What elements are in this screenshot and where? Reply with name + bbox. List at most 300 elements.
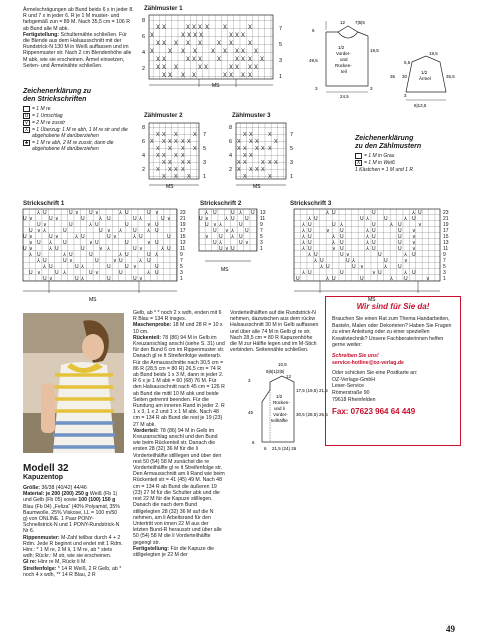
svg-text:X: X [248,41,253,47]
svg-text:U: U [167,246,171,252]
zm1-row-label: 2 [142,66,146,72]
svg-text:U: U [75,264,79,270]
svg-text:∨: ∨ [37,270,41,276]
sch3-title: Strickschrift 3 [290,200,332,207]
svg-text:X: X [187,139,191,145]
svg-text:X: X [162,25,167,31]
svg-text:X: X [193,49,198,55]
svg-text:U: U [147,210,151,216]
svg-text:U: U [155,228,159,234]
svg-text:X: X [248,25,253,31]
svg-text:∨: ∨ [404,258,408,264]
svg-text:∨: ∨ [360,264,364,270]
svg-text:U: U [55,246,59,252]
svg-text:U: U [245,216,249,222]
sch3-side-right: 17,5 (19,5) 21,5 [296,388,328,393]
sch1-row-label: 23 [180,210,186,216]
svg-text:∨: ∨ [37,228,41,234]
sch1-label: teil [341,69,347,74]
zm2-grid [141,121,216,196]
service-address: OZ-Verlags-GmbH Leser-Service Römerstraße 90 79618 Rheinfelden [332,376,376,403]
zm1-title: Zählmuster 1 [144,5,183,12]
sch2-row-label: 1 [260,246,263,252]
svg-text:X: X [243,153,247,159]
svg-text:X: X [268,132,272,138]
svg-text:X: X [255,167,259,173]
svg-text:X: X [162,73,167,79]
svg-text:U: U [352,264,356,270]
zm2-row-label: 8 [142,125,146,131]
svg-text:U: U [372,210,376,216]
svg-text:U: U [332,210,336,216]
model-photo-image [23,313,124,453]
sch2-row-label: 9 [260,222,263,228]
svg-text:X: X [260,57,265,63]
svg-text:X: X [174,41,179,47]
sch3-bottom: 21,5 (24) 26 [272,446,297,451]
service-email-link[interactable]: service-hotline@oz-verlag.de [332,359,404,366]
svg-text:X: X [174,153,178,159]
sch3-row-label: 23 [443,210,449,216]
service-title: Wir sind für Sie da! [356,302,430,311]
svg-text:X: X [193,132,197,138]
svg-text:⅄: ⅄ [320,264,324,270]
sch1-label: Rücken- [335,63,352,68]
instructions-right: Vorderteilhälften auf die Rundstrick-N nehmen, dazwischen aus dem rückw Halsausschnitt 30 M in Gelb auffassen und über alle 74 M in Gelb gl re str. Nach 28,5 cm = 80 R Kapuzenhöhe die M zur Hälfte legen und im M-Stich verbinden. Seitennähte schließen. [230,310,319,354]
legend-symbol: ⅄ [24,127,29,133]
zm2-ms: MS [166,184,174,190]
svg-text:X: X [174,65,179,71]
svg-text:U: U [63,258,67,264]
legend-symbol: ♣ [24,140,29,146]
svg-text:X: X [243,160,247,166]
sch2-left: 36 [390,74,396,79]
svg-text:U: U [43,276,47,282]
svg-text:X: X [217,57,222,63]
zm1-row-label: 8 [142,18,146,24]
svg-text:X: X [162,65,167,71]
svg-text:U: U [125,222,129,228]
svg-text:X: X [223,25,228,31]
svg-text:U: U [340,252,344,258]
svg-text:X: X [181,49,186,55]
svg-text:X: X [254,49,259,55]
svg-text:∨: ∨ [346,252,350,258]
svg-text:∨: ∨ [113,234,117,240]
svg-text:U: U [231,210,235,216]
svg-text:∨: ∨ [55,216,59,222]
svg-text:X: X [156,146,160,152]
svg-text:⅄: ⅄ [99,216,103,222]
svg-text:⅄: ⅄ [43,228,47,234]
svg-text:U: U [37,240,41,246]
sch1-row-label: 5 [180,264,183,270]
svg-text:U: U [308,234,312,240]
svg-text:X: X [174,174,178,180]
sch3-left: 45 [248,410,254,415]
svg-text:⅄: ⅄ [49,246,53,252]
svg-text:⅄: ⅄ [326,276,330,282]
intro-text-block [23,7,135,69]
sch2-label: Ärmel [419,76,431,81]
svg-text:U: U [99,228,103,234]
zm1-row-label: 6 [142,34,146,40]
zm1-ms: MS [212,83,220,89]
svg-text:X: X [249,167,253,173]
svg-text:X: X [255,146,259,152]
svg-text:⅄: ⅄ [366,228,370,234]
svg-text:X: X [223,49,228,55]
zm2-row-label: 7 [203,132,207,138]
svg-text:U: U [95,240,99,246]
zm-key-legend [355,153,465,174]
svg-text:U: U [314,252,318,258]
svg-text:⅄: ⅄ [75,234,79,240]
svg-text:U: U [231,246,235,252]
svg-text:⅄: ⅄ [147,270,151,276]
svg-text:X: X [192,73,197,79]
svg-text:U: U [372,246,376,252]
zm-key-title: Zeichenerklärung zu den Zählmustern [355,135,422,150]
svg-text:X: X [204,65,209,71]
svg-text:U: U [125,252,129,258]
sch2-row-label: 11 [260,216,266,222]
svg-text:U: U [63,228,67,234]
svg-text:U: U [81,216,85,222]
intro-text: Ärmelschrägungen ab Bund beids 6 x in jeder 8. R und 7 x in jeder 6. R je 1 M muster- und farbgemäß zun = 89 M. Nach 35,5 cm = 106 R ab Bund alle M abk. [23,7,134,32]
svg-text:X: X [181,139,185,145]
svg-text:U: U [133,216,137,222]
zm1-row-label: 3 [279,58,283,64]
sch2-title: Strickschrift 2 [200,200,242,207]
svg-text:X: X [229,65,234,71]
svg-text:∨: ∨ [29,234,33,240]
sch1-side: 49,5 [309,58,318,63]
sch1-ms-mark: 3 [315,86,318,91]
svg-text:U: U [75,276,79,282]
sch2-mid: 30 [402,74,408,79]
svg-text:∨: ∨ [225,246,229,252]
svg-text:U: U [231,216,235,222]
svg-text:X: X [241,73,246,79]
model-photo [23,313,124,453]
svg-text:U: U [219,246,223,252]
svg-text:⅄: ⅄ [89,222,93,228]
sch1-top: 12 [340,20,346,25]
svg-text:∨: ∨ [225,228,229,234]
svg-text:U: U [167,234,171,240]
svg-text:X: X [193,33,198,39]
sch3-label: 1/2 [276,394,283,399]
legend-item: ∨ = 2 M re zusstr [24,120,66,126]
svg-text:U: U [69,252,73,258]
svg-text:U: U [49,234,53,240]
zm-key-item: 1 Kästchen = 1 M und 1 R [355,167,413,173]
svg-text:∨: ∨ [107,228,111,234]
legend-symbol: ∨ [24,120,29,126]
svg-text:U: U [418,210,422,216]
svg-text:X: X [174,167,178,173]
zm2-row-label: 6 [142,139,146,145]
zm-key-symbol: X [356,160,361,166]
zm-key-item: = 1 M in Grau [355,153,465,159]
svg-text:U: U [23,246,27,252]
svg-text:⅄: ⅄ [49,240,53,246]
zm2-title: Zählmuster 2 [144,112,183,119]
svg-text:∨: ∨ [147,222,151,228]
svg-text:U: U [332,276,336,282]
svg-text:⅄: ⅄ [231,228,235,234]
finish-text: Schulternähte schließen. Für die Blende aus dem Halsausschnitt mit der Rundstrick-N 130 M in Weiß auffassen und im Rippenmuster str. Nach 2 cm Blendenhöhe alle M abk, wie sie erscheinen. Ärmel einsetzen, Seiten- und Ärmelnähte schließen. [23,31,132,69]
zm2-row-label: 3 [203,160,207,166]
svg-text:∨: ∨ [155,210,159,216]
svg-text:U: U [372,228,376,234]
svg-text:⅄: ⅄ [332,240,336,246]
sch3-row-label: 21 [443,216,449,222]
zm3-grid [228,121,303,196]
svg-text:∨: ∨ [113,258,117,264]
svg-text:U: U [213,240,217,246]
svg-text:U: U [213,210,217,216]
svg-text:⅄: ⅄ [231,234,235,240]
sch3-mark: 6 [252,440,255,445]
svg-text:⅄: ⅄ [225,216,229,222]
svg-text:U: U [155,264,159,270]
svg-text:⅄: ⅄ [107,246,111,252]
svg-text:∨: ∨ [95,270,99,276]
service-postcard-text: Oder schicken Sie eine Postkarte an: [332,370,418,377]
svg-text:U: U [43,258,47,264]
svg-text:U: U [89,270,93,276]
svg-text:U: U [308,246,312,252]
svg-text:X: X [198,57,203,63]
svg-text:⅄: ⅄ [302,228,306,234]
svg-text:∨: ∨ [139,276,143,282]
zm2-row-label: 2 [142,167,146,173]
svg-text:U: U [155,222,159,228]
service-write-label: Schreiben Sie uns! [332,352,379,359]
svg-text:X: X [235,33,240,39]
svg-text:⅄: ⅄ [308,216,312,222]
sch2-top-side: 5,5 [404,60,411,65]
svg-text:X: X [187,160,191,166]
svg-text:⅄: ⅄ [219,222,223,228]
svg-text:U: U [412,216,416,222]
zm3-row-label: 4 [229,153,233,159]
svg-text:U: U [147,252,151,258]
svg-text:⅄: ⅄ [133,234,137,240]
svg-text:U: U [308,270,312,276]
svg-text:U: U [372,234,376,240]
svg-text:U: U [398,264,402,270]
svg-text:U: U [412,252,416,258]
svg-text:∨: ∨ [75,210,79,216]
sch1-row-label: 21 [180,216,186,222]
svg-text:U: U [308,240,312,246]
svg-text:∨: ∨ [205,234,209,240]
sch3-mid-right: 30,5 (28,5) 26,5 [296,412,328,417]
svg-text:X: X [168,167,172,173]
svg-text:∨: ∨ [95,210,99,216]
svg-text:∨: ∨ [205,216,209,222]
legend-item: = 1 M re [23,106,135,112]
svg-text:⅄: ⅄ [326,210,330,216]
svg-text:X: X [274,160,278,166]
svg-text:X: X [229,41,234,47]
svg-text:X: X [187,174,191,180]
sch1-ms: MS [89,297,97,303]
sch3-row-label: 15 [443,234,449,240]
svg-text:X: X [268,174,272,180]
sch3-label: Vorder- [273,412,288,417]
svg-text:U: U [119,270,123,276]
svg-text:U: U [239,240,243,246]
svg-text:X: X [168,139,172,145]
svg-text:X: X [168,160,172,166]
svg-text:X: X [181,73,186,79]
svg-text:∨: ∨ [133,264,137,270]
svg-text:X: X [162,160,166,166]
svg-text:U: U [320,258,324,264]
svg-text:X: X [174,139,178,145]
sch3-row-label: 11 [443,246,449,252]
svg-text:X: X [156,167,160,173]
svg-text:X: X [186,57,191,63]
svg-text:⅄: ⅄ [302,246,306,252]
svg-text:U: U [314,216,318,222]
svg-text:U: U [205,222,209,228]
svg-text:∨: ∨ [167,216,171,222]
svg-text:U: U [219,234,223,240]
sch1-row-label: 7 [180,258,183,264]
zm1-row-label: 4 [142,50,146,56]
svg-text:X: X [181,160,185,166]
svg-text:X: X [274,139,278,145]
legend-item: U = 1 Umschlag [24,113,63,119]
svg-text:U: U [155,240,159,246]
svg-text:∨: ∨ [49,276,53,282]
svg-text:U: U [308,222,312,228]
svg-text:∨: ∨ [29,216,33,222]
sch1-mid-right: 19,5 [370,48,379,53]
svg-text:U: U [95,258,99,264]
sch3-row-label: 17 [443,228,449,234]
svg-text:X: X [162,139,166,145]
svg-text:⅄: ⅄ [366,240,370,246]
svg-text:U: U [412,270,416,276]
svg-text:U: U [340,246,344,252]
svg-text:X: X [156,153,160,159]
svg-text:U: U [125,210,129,216]
svg-text:X: X [181,33,186,39]
svg-text:∨: ∨ [426,276,430,282]
svg-text:U: U [245,228,249,234]
svg-text:X: X [237,160,241,166]
sch3-row-label: 5 [443,264,446,270]
zm3-ms: MS [253,184,261,190]
sch2-row-label: 5 [260,234,263,240]
svg-text:∨: ∨ [245,240,249,246]
svg-text:U: U [29,270,33,276]
svg-text:∨: ∨ [372,270,376,276]
svg-text:X: X [181,146,185,152]
svg-text:X: X [168,73,173,79]
svg-text:X: X [181,153,185,159]
svg-text:U: U [332,222,336,228]
sch1-row-label: 9 [180,252,183,258]
svg-text:X: X [187,33,192,39]
svg-text:∨: ∨ [332,246,336,252]
sch2-bottom: 6|13,5 [414,103,427,108]
svg-text:U: U [360,276,364,282]
svg-text:X: X [241,49,246,55]
svg-text:U: U [251,210,255,216]
sch3-row-label: 1 [443,276,446,282]
svg-text:U: U [372,222,376,228]
svg-text:X: X [243,146,247,152]
svg-text:U: U [49,216,53,222]
svg-text:X: X [181,167,185,173]
legend-symbol [23,106,30,112]
strickschrift-1 [23,209,195,309]
svg-text:U: U [125,264,129,270]
svg-text:∨: ∨ [29,240,33,246]
svg-text:∨: ∨ [412,228,416,234]
service-box [325,296,461,446]
svg-text:U: U [360,216,364,222]
svg-text:∨: ∨ [55,234,59,240]
svg-text:U: U [89,210,93,216]
svg-text:X: X [199,33,204,39]
legend-item: ⅄ = 1 Überzug: 1 M re abh, 1 M re str und die abgehobene M darüberziehen [24,127,128,139]
svg-text:U: U [81,246,85,252]
svg-text:X: X [261,146,265,152]
service-fax: Fax: 07623 964 64 449 [332,407,416,417]
svg-text:U: U [308,228,312,234]
svg-text:U: U [378,252,382,258]
svg-text:X: X [241,33,246,39]
svg-text:⅄: ⅄ [63,252,67,258]
svg-text:X: X [186,41,191,47]
svg-text:X: X [162,41,167,47]
svg-text:U: U [199,216,203,222]
svg-text:X: X [198,65,203,71]
svg-text:⅄: ⅄ [239,210,243,216]
zm3-row-label: 3 [290,160,294,166]
svg-text:X: X [237,139,241,145]
svg-text:⅄: ⅄ [63,270,67,276]
svg-text:X: X [254,65,259,71]
svg-text:⅄: ⅄ [139,216,143,222]
svg-text:X: X [168,49,173,55]
svg-text:∨: ∨ [412,234,416,240]
instructions-left: Größe: 36/38 (40/42) 44/46 Material: je 200 (200) 250 g Weiß (Fb 1) und Gelb (Fb 05) sowie 100 (100) 150 g Blau (Fb 04) „Feliza“ (40% Polyamid, 35% Baumwolle, 25% Viskose, LL = 100 m/50 g) von ONLINE. 1 Paar PONY-Schnellstrick-N und 1 PONY-Rundstrick-N Nr 6. Rippenmuster: M-Zahl teilbar durch 4 + 2 Rdm. Jede R beginnt und endet mit 1 Rdm. Hinr.: * 1 M re, 2 M li, 1 M re, ab * stets wdh; Rückr.: M str, wie sie erscheinen. Gl re: Hinr re M, Rückr li M. Streifenfolge: * 14 R Weiß, 2 R Gelb, ab * noch 4 x wdh, ** 14 R Blau, 2 R [23,485,123,578]
svg-text:⅄: ⅄ [404,216,408,222]
schematic-sleeve [386,50,458,112]
svg-text:U: U [340,228,344,234]
svg-text:X: X [255,139,259,145]
svg-text:X: X [241,57,246,63]
zm2-row-label: 4 [142,153,146,159]
svg-text:∨: ∨ [43,222,47,228]
sch1-label: Vorder- [336,51,351,56]
svg-text:U: U [384,216,388,222]
svg-text:U: U [107,216,111,222]
svg-text:X: X [229,73,234,79]
svg-text:U: U [29,228,33,234]
sch2-row-label: 13 [260,210,266,216]
sch1-row-label: 13 [180,240,186,246]
